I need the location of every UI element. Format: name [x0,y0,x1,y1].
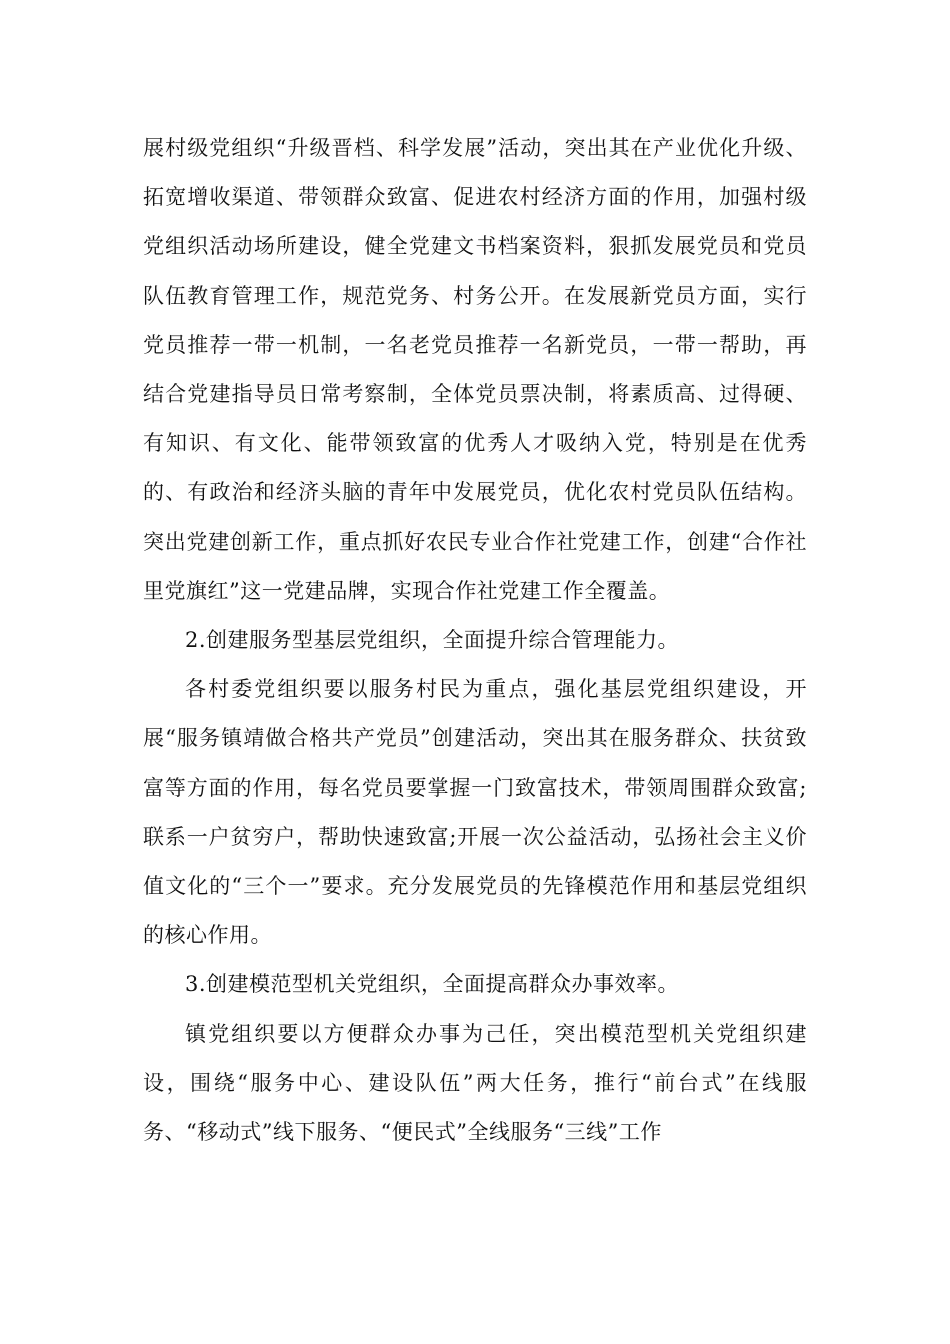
paragraph-continuation: 展村级党组织“升级晋档、科学发展”活动，突出其在产业优化升级、拓宽增收渠道、带领群众致富、促进农村经济方面的作用，加强村级党组织活动场所建设，健全党建文书档案资料，狠抓发展党员和党员队伍教育管理工作，规范党务、村务公开。在发展新党员方面，实行党员推荐一带一机制，一名老党员推荐一名新党员，一带一帮助，再结合党建指导员日常考察制，全体党员票决制，将素质高、过得硬、有知识、有文化、能带领致富的优秀人才吸纳入党，特别是在优秀的、有政治和经济头脑的青年中发展党员，优化农村党员队伍结构。突出党建创新工作，重点抓好农民专业合作社党建工作，创建“合作社里党旗红”这一党建品牌，实现合作社党建工作全覆盖。 [143,136,807,603]
document-body [143,124,807,1157]
paragraph-model-organization: 镇党组织要以方便群众办事为己任，突出模范型机关党组织建设，围绕“服务中心、建设队伍”两大任务，推行“前台式”在线服务、“移动式”线下服务、“便民式”全线服务“三线”工作 [143,1021,807,1145]
section-heading-2: 2.创建服务型基层党组织，全面提升综合管理能力。 [185,628,680,653]
section-heading-3: 3.创建模范型机关党组织，全面提高群众办事效率。 [185,972,680,997]
paragraph-service-organization: 各村委党组织要以服务村民为重点，强化基层党组织建设，开展“服务镇靖做合格共产党员”创建活动，突出其在服务群众、扶贫致富等方面的作用，每名党员要掌握一门致富技术，带领周围群众致富;联系一户贫穷户，帮助快速致富;开展一次公益活动，弘扬社会主义价值文化的“三个一”要求。充分发展党员的先锋模范作用和基层党组织的核心作用。 [143,677,807,948]
